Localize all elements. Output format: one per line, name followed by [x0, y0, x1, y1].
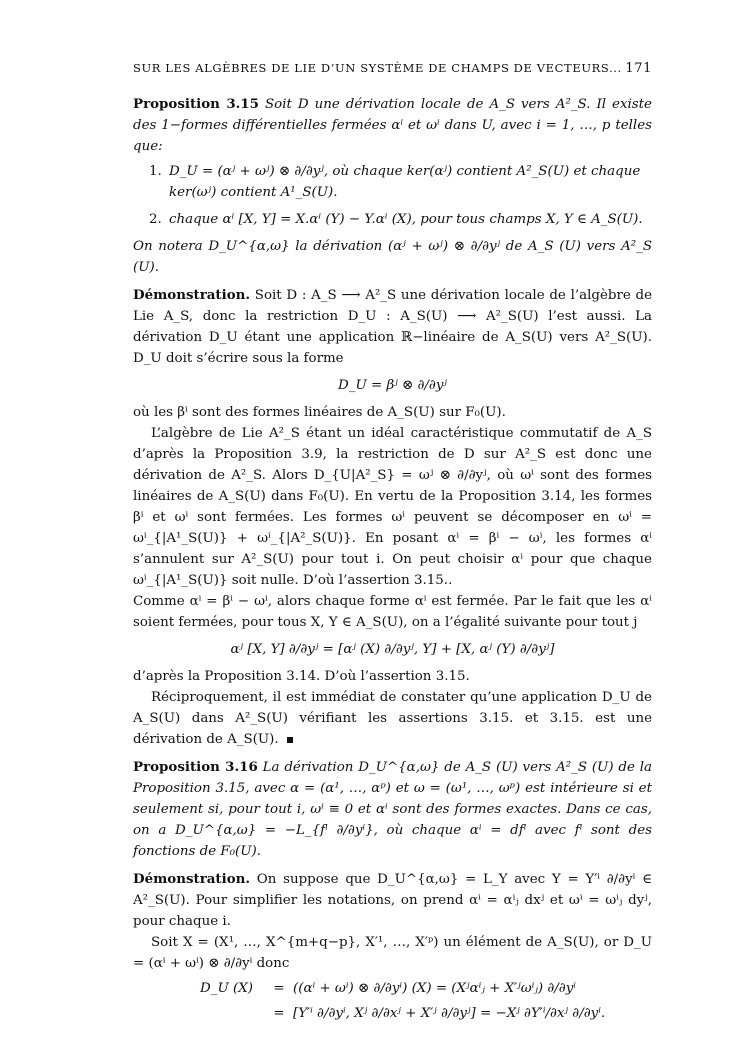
equals-sign: = — [273, 981, 285, 996]
equation-rhs: ((αⁱ + ωⁱ) ⊗ ∂/∂yⁱ) (X) = (Xʲαⁱⱼ + X′ʲωⁱⱼ) ∂/∂yⁱ — [293, 981, 576, 996]
proposition-3-15 — [133, 94, 652, 157]
aligned-equation-row — [133, 978, 652, 999]
qed-square-icon — [287, 737, 293, 743]
equation-lhs: D_U (X) — [200, 981, 253, 996]
list-item — [133, 209, 652, 230]
aligned-equation-row — [133, 1003, 652, 1024]
item-number: 2. — [149, 212, 162, 227]
running-title: SUR LES ALGÈBRES DE LIE D’UN SYSTÈME DE CHAMPS DE VECTEURS... — [133, 61, 622, 75]
proposition-label: Proposition 3.15 — [133, 96, 259, 112]
demonstration-paragraph — [133, 285, 652, 369]
demonstration-paragraph — [133, 869, 652, 932]
paragraph: L’algèbre de Lie A²_S étant un idéal caractéristique commutatif de A_S d’après la Proposition 3.9, la restriction de D sur A²_S est donc une dérivation de A²_S. Alors D_{U|A²_S} = ωʲ ⊗ ∂/∂yʲ, où ωⁱ sont des formes linéaires de A_S(U) dans F₀(U). En vertu de la Proposition 3.14, les formes βⁱ et ωⁱ sont fermées. Les formes ωⁱ peuvent se décomposer en ωⁱ = ωⁱ_{|A¹_S(U)} + ωⁱ_{|A²_S(U)}. En posant αⁱ = βⁱ − ωⁱ, les formes αⁱ s’annulent sur A²_S(U) pour tout i. On peut choisir αⁱ pour que chaque ωⁱ_{|A¹_S(U)} soit nulle. D’où l’assertion 3.15.. — [133, 426, 652, 588]
paragraph-text: On suppose que D_U^{α,ω} = L_Y avec Y = Y′ⁱ ∂/∂yⁱ ∈ A²_S(U). Pour simplifier les notations, on prend αⁱ = αⁱⱼ dxʲ et ωⁱ = ωⁱⱼ dyʲ, pour chaque i. — [133, 872, 652, 929]
paper-page — [133, 58, 652, 1028]
equation-rhs: [Y′ⁱ ∂/∂yⁱ, Xʲ ∂/∂xʲ + X′ʲ ∂/∂yʲ] = −Xʲ ∂Y′ⁱ/∂xʲ ∂/∂yⁱ. — [293, 1006, 606, 1021]
equals-sign: = — [273, 1006, 285, 1021]
item-text: D_U = (αʲ + ωʲ) ⊗ ∂/∂yʲ, où chaque ker(αʲ) contient A²_S(U) et chaque ker(ωʲ) contient A¹_S(U). — [169, 164, 641, 200]
proposition-3-16 — [133, 757, 652, 862]
paragraph: Comme αⁱ = βⁱ − ωⁱ, alors chaque forme αⁱ est fermée. Par le fait que les αⁱ soient fermées, pour tous X, Y ∈ A_S(U), on a l’égalité suivante pour tout j — [133, 594, 652, 630]
paragraph: d’après la Proposition 3.14. D’où l’assertion 3.15. — [133, 669, 470, 684]
proposition-statement: Soit D une dérivation locale de A_S vers A²_S. Il existe des 1−formes différentielles fermées αⁱ et ωⁱ dans U, avec i = 1, …, p telles que: — [133, 97, 652, 154]
page-number: 171 — [625, 61, 652, 76]
item-number: 1. — [149, 164, 162, 179]
list-item — [133, 161, 652, 203]
proposition-label: Proposition 3.16 — [133, 759, 258, 775]
demonstration-label: Démonstration. — [133, 287, 251, 303]
paragraph: Soit X = (X¹, …, X^{m+q−p}, X′¹, …, X′ᵖ) un élément de A_S(U), or D_U = (αⁱ + ωⁱ) ⊗ ∂/∂yⁱ donc — [133, 935, 652, 971]
running-header — [133, 58, 652, 80]
display-equation: D_U = βʲ ⊗ ∂/∂yʲ — [338, 378, 447, 393]
notation-note: On notera D_U^{α,ω} la dérivation (αʲ + ωʲ) ⊗ ∂/∂yʲ de A_S (U) vers A²_S (U). — [133, 239, 652, 275]
paragraph: où les βⁱ sont des formes linéaires de A_S(U) sur F₀(U). — [133, 405, 506, 420]
proposition-statement: La dérivation D_U^{α,ω} de A_S (U) vers A²_S (U) de la Proposition 3.15, avec α = (α¹, …, αᵖ) et ω = (ω¹, …, ωᵖ) est intérieure si et seulement si, pour tout i, ωⁱ ≡ 0 et αⁱ sont des formes exactes. Dans ce cas, on a D_U^{α,ω} = −L_{fⁱ ∂/∂yⁱ}, où chaque αⁱ = dfⁱ avec fⁱ sont des fonctions de F₀(U). — [133, 760, 652, 859]
item-text: chaque αⁱ [X, Y] = X.αⁱ (Y) − Y.αⁱ (X), pour tous champs X, Y ∈ A_S(U). — [169, 212, 643, 227]
display-equation: αʲ [X, Y] ∂/∂yʲ = [αʲ (X) ∂/∂yʲ, Y] + [X, αʲ (Y) ∂/∂yʲ] — [230, 642, 555, 657]
paragraph — [133, 687, 652, 750]
paragraph-text: Réciproquement, il est immédiat de constater qu’une application D_U de A_S(U) dans A²_S(U) vérifiant les assertions 3.15. et 3.15. est une dérivation de A_S(U). — [133, 690, 652, 747]
paragraph-text: Soit D : A_S ⟶ A²_S une dérivation locale de l’algèbre de Lie A_S, donc la restriction D_U : A_S(U) ⟶ A²_S(U) l’est aussi. La dérivation D_U étant une application ℝ−linéaire de A_S(U) vers A²_S(U). D_U doit s’écrire sous la forme — [133, 288, 652, 366]
demonstration-label: Démonstration. — [133, 871, 251, 887]
